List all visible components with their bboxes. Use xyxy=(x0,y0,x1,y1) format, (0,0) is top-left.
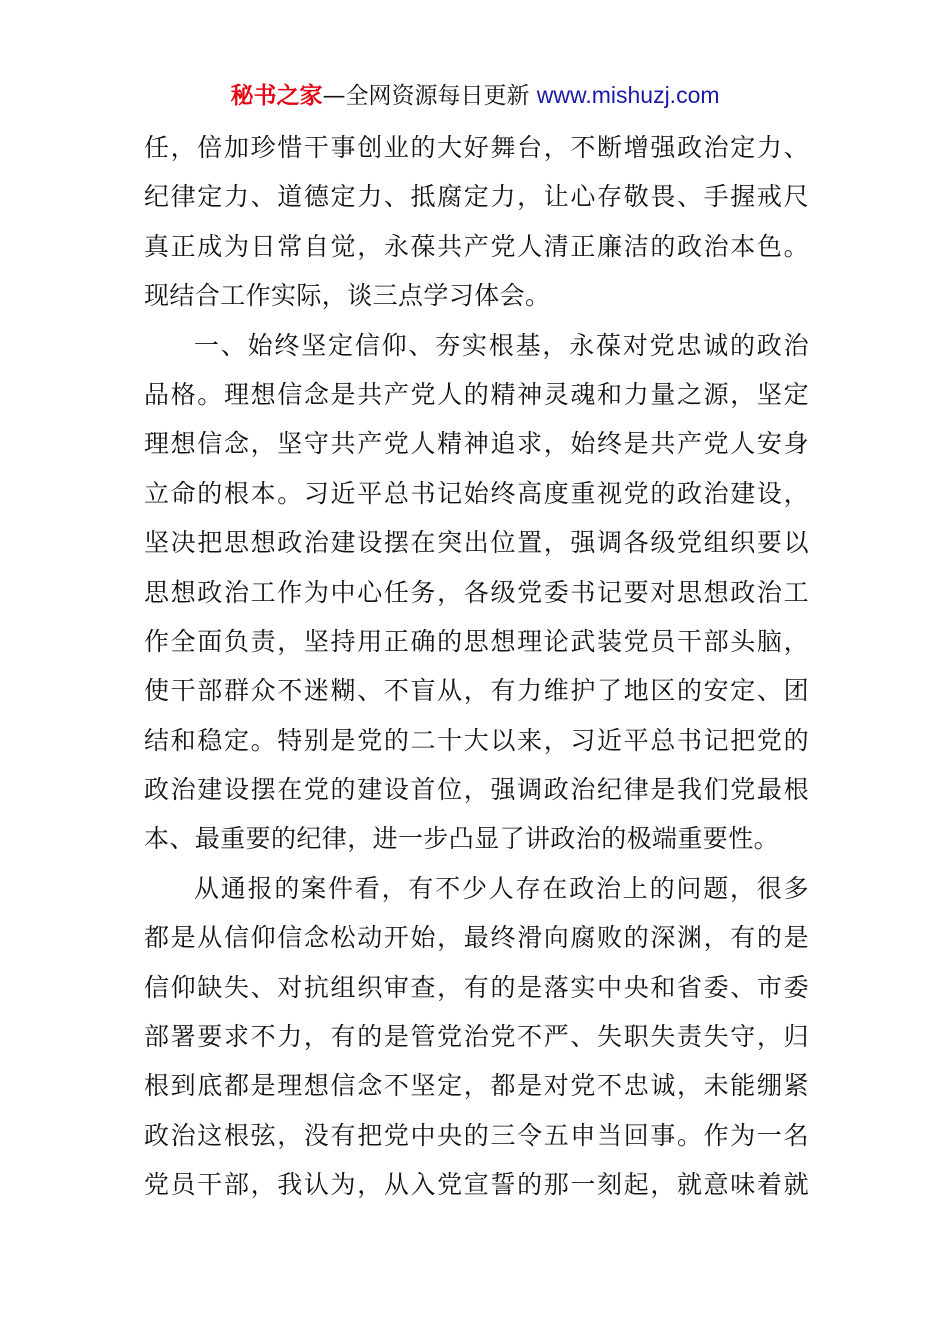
text-line: 品格。理想信念是共产党人的精神灵魂和力量之源，坚定 xyxy=(144,379,809,409)
text-line: 作全面负责，坚持用正确的思想理论武装党员干部头脑， xyxy=(144,626,809,656)
text-line: 坚决把思想政治建设摆在突出位置，强调各级党组织要以 xyxy=(144,528,809,558)
text-line: 党员干部，我认为，从入党宣誓的那一刻起，就意味着就 xyxy=(144,1170,809,1200)
text-line: 根到底都是理想信念不坚定，都是对党不忠诚，未能绷紧 xyxy=(144,1071,809,1101)
site-header xyxy=(0,78,950,113)
text-line: 纪律定力、道德定力、抵腐定力，让心存敬畏、手握戒尺 xyxy=(144,182,809,212)
text-line: 部署要求不力，有的是管党治党不严、失职失责失守，归 xyxy=(144,1022,809,1052)
text-line: 政治建设摆在党的建设首位，强调政治纪律是我们党最根 xyxy=(144,775,809,805)
text-line: 现结合工作实际，谈三点学习体会。 xyxy=(144,281,551,311)
site-brand: 秘书之家 xyxy=(230,83,323,109)
text-line: 理想信念，坚守共产党人精神追求，始终是共产党人安身 xyxy=(144,429,809,459)
site-url[interactable]: www.mishuzj.com xyxy=(536,82,720,108)
text-line: 结和稳定。特别是党的二十大以来，习近平总书记把党的 xyxy=(144,725,809,755)
text-line: 本、最重要的纪律，进一步凸显了讲政治的极端重要性。 xyxy=(144,824,780,854)
text-line: 真正成为日常自觉，永葆共产党人清正廉洁的政治本色。 xyxy=(144,231,809,261)
section-heading-line: 一、始终坚定信仰、夯实根基，永葆对党忠诚的政治 xyxy=(194,330,809,360)
paragraph-start-line: 从通报的案件看，有不少人存在政治上的问题，很多 xyxy=(194,873,809,903)
text-line: 使干部群众不迷糊、不盲从，有力维护了地区的安定、团 xyxy=(144,676,809,706)
text-line: 任，倍加珍惜干事创业的大好舞台，不断增强政治定力、 xyxy=(144,133,809,162)
text-line: 思想政治工作为中心任务，各级党委书记要对思想政治工 xyxy=(144,577,809,607)
text-line: 立命的根本。习近平总书记始终高度重视党的政治建设， xyxy=(144,478,809,508)
text-line: 信仰缺失、对抗组织审查，有的是落实中央和省委、市委 xyxy=(144,972,809,1002)
text-line: 政治这根弦，没有把党中央的三令五申当回事。作为一名 xyxy=(144,1120,809,1150)
site-tagline: —全网资源每日更新 xyxy=(322,83,537,109)
text-line: 都是从信仰信念松动开始，最终滑向腐败的深渊，有的是 xyxy=(144,923,809,953)
document-body xyxy=(144,123,809,1210)
